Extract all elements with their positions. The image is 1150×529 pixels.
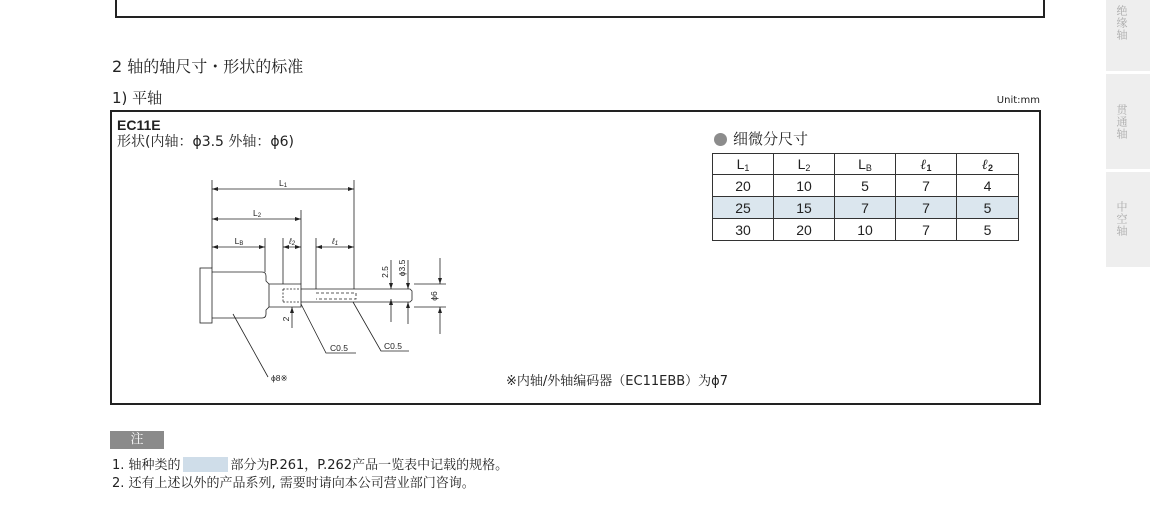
fine-dimensions-table bbox=[712, 153, 1019, 241]
dim-label-lb bbox=[235, 236, 244, 247]
dim-label-subscript: 2 bbox=[291, 241, 296, 247]
dim-label-symbol: L bbox=[278, 178, 284, 188]
column-header-subscript: B bbox=[865, 163, 872, 173]
column-header-subscript: 2 bbox=[987, 162, 993, 173]
outer-shaft-slot-hidden-line bbox=[283, 289, 301, 302]
dim-label-d3-5: ϕ3.5 bbox=[397, 259, 407, 277]
dim-label-symbol: L bbox=[234, 236, 240, 246]
table-cell: 4 bbox=[957, 175, 1019, 197]
chamfer-label: C0.5 bbox=[384, 341, 402, 351]
table-row-highlighted bbox=[713, 197, 1019, 219]
previous-section-box bbox=[115, 0, 1045, 18]
dim-label-ell1 bbox=[331, 236, 338, 247]
dim-label-l2 bbox=[253, 208, 262, 219]
diameter-label-d8: ϕ8※ bbox=[271, 373, 288, 383]
encoder-footnote: ※内轴/外轴编码器（EC11EBB）为ϕ7 bbox=[506, 374, 729, 389]
table-row bbox=[713, 175, 1019, 197]
dim-label-subscript: B bbox=[239, 241, 244, 247]
table-cell: 7 bbox=[896, 219, 957, 241]
column-header-symbol: ℓ bbox=[982, 156, 988, 173]
table-cell: 7 bbox=[896, 197, 957, 219]
table-cell: 5 bbox=[957, 197, 1019, 219]
section-subheading: 1) 平轴 bbox=[112, 89, 163, 107]
column-header-lb bbox=[835, 154, 896, 175]
table-cell: 7 bbox=[896, 175, 957, 197]
shaft-dimension-drawing bbox=[190, 170, 460, 395]
note-badge: 注 bbox=[110, 431, 164, 449]
note-line-2: 2. 还有上述以外的产品系列, 需要时请向本公司营业部门咨询。 bbox=[112, 476, 475, 491]
table-cell: 25 bbox=[713, 197, 774, 219]
model-name: EC11E bbox=[117, 117, 161, 133]
column-header-symbol: ℓ bbox=[920, 156, 927, 173]
unit-label: Unit:mm bbox=[996, 95, 1040, 106]
dim-label-subscript: 2 bbox=[257, 213, 262, 219]
table-cell: 5 bbox=[957, 219, 1019, 241]
table-cell: 10 bbox=[774, 175, 835, 197]
sidebar-tab-insulated-shaft[interactable] bbox=[1106, 0, 1150, 71]
dim-label-symbol: ℓ bbox=[288, 236, 292, 246]
sidebar-tab-hollow-shaft[interactable] bbox=[1106, 172, 1150, 267]
column-header-l1 bbox=[713, 154, 774, 175]
highlight-swatch bbox=[183, 457, 228, 472]
column-header-symbol: L bbox=[858, 156, 866, 172]
column-header-subscript: 1 bbox=[926, 162, 932, 173]
table-cell: 20 bbox=[774, 219, 835, 241]
sidebar-tab-through-shaft[interactable] bbox=[1106, 74, 1150, 169]
dim-label-symbol: L bbox=[252, 208, 258, 218]
section-heading: 2 轴的轴尺寸・形状的标准 bbox=[112, 57, 304, 76]
inner-shaft-outline bbox=[301, 289, 412, 302]
circle-bullet-icon bbox=[714, 133, 727, 146]
column-header-symbol: L bbox=[797, 156, 806, 172]
sidebar-tab-label: 中空轴 bbox=[1115, 201, 1128, 237]
dim-label-2: 2 bbox=[281, 316, 291, 322]
fine-dims-title: 细微分尺寸 bbox=[733, 130, 809, 148]
encoder-body-edge bbox=[200, 268, 212, 323]
dim-label-symbol: ℓ bbox=[331, 236, 335, 246]
sidebar-tab-label: 贯通轴 bbox=[1115, 104, 1128, 140]
column-header-ell1 bbox=[896, 154, 957, 175]
table-cell: 10 bbox=[835, 219, 896, 241]
outer-shaft-outline bbox=[212, 272, 301, 318]
table-cell: 5 bbox=[835, 175, 896, 197]
table-cell: 7 bbox=[835, 197, 896, 219]
sidebar-tab-label: 绝缘轴 bbox=[1115, 5, 1128, 41]
dim-label-d6: ϕ6 bbox=[429, 291, 439, 301]
column-header-symbol: L bbox=[736, 156, 745, 172]
table-cell: 15 bbox=[774, 197, 835, 219]
shape-description: 形状(内轴：ϕ3.5 外轴：ϕ6) bbox=[117, 134, 295, 150]
table-cell: 20 bbox=[713, 175, 774, 197]
column-header-ell2 bbox=[957, 154, 1019, 175]
dim-label-ell2 bbox=[288, 236, 296, 247]
column-header-l2 bbox=[774, 154, 835, 175]
note-line-1 bbox=[112, 457, 508, 474]
column-header-subscript: 1 bbox=[744, 163, 750, 173]
chamfer-label: C0.5 bbox=[330, 343, 348, 353]
dim-label-subscript: 1 bbox=[283, 183, 288, 189]
table-header-row bbox=[713, 154, 1019, 175]
leader-line-d8 bbox=[233, 314, 268, 377]
inner-shaft-slot-hidden-line bbox=[316, 293, 356, 299]
table-row bbox=[713, 219, 1019, 241]
note-line-1-suffix: 部分为P.261，P.262产品一览表中记载的规格。 bbox=[230, 458, 509, 473]
dim-label-subscript: 1 bbox=[334, 241, 339, 247]
dim-label-l1 bbox=[279, 178, 288, 189]
dim-label-2-5: 2.5 bbox=[380, 266, 390, 278]
table-cell: 30 bbox=[713, 219, 774, 241]
note-line-1-prefix: 1. 轴种类的 bbox=[112, 458, 181, 473]
column-header-subscript: 2 bbox=[805, 163, 811, 173]
